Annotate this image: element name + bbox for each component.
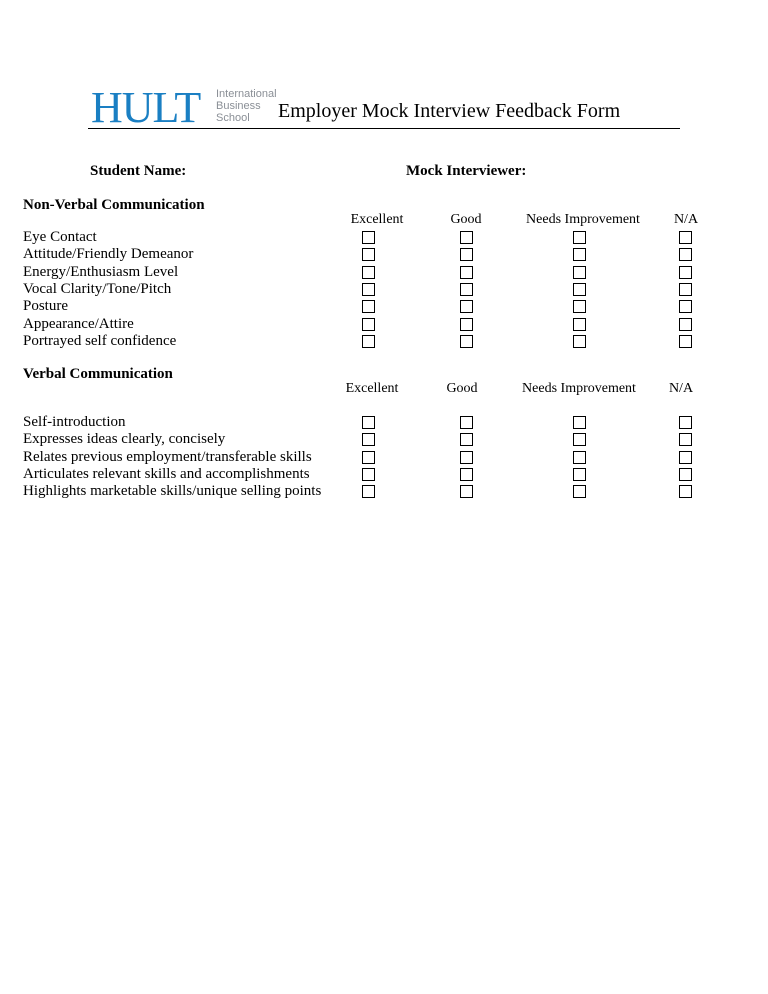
rating-checkbox[interactable]	[679, 266, 692, 279]
section-heading: Verbal Communication	[23, 366, 173, 382]
criterion-label: Energy/Enthusiasm Level	[23, 263, 179, 280]
criterion-label: Articulates relevant skills and accomplishments	[23, 465, 310, 482]
rating-checkbox[interactable]	[573, 318, 586, 331]
rating-checkbox[interactable]	[573, 283, 586, 296]
rating-checkbox[interactable]	[460, 416, 473, 429]
rating-checkbox[interactable]	[460, 468, 473, 481]
criterion-label: Self-introduction	[23, 414, 126, 430]
rating-column-header: Excellent	[345, 381, 399, 396]
rating-checkbox[interactable]	[460, 318, 473, 331]
rating-checkbox[interactable]	[460, 335, 473, 348]
mock-interviewer-label: Mock Interviewer:	[406, 163, 527, 179]
logo-sub-line: Business	[216, 100, 261, 112]
rating-checkbox[interactable]	[460, 433, 473, 446]
criterion-label: Vocal Clarity/Tone/Pitch	[23, 280, 172, 297]
rating-checkbox[interactable]	[679, 231, 692, 244]
rating-checkbox[interactable]	[362, 468, 375, 481]
criterion-label: Relates previous employment/transferable skills	[23, 448, 312, 465]
rating-checkbox[interactable]	[679, 283, 692, 296]
rating-checkbox[interactable]	[679, 248, 692, 261]
rating-checkbox[interactable]	[362, 433, 375, 446]
page-header	[88, 83, 680, 132]
rating-checkbox[interactable]	[460, 231, 473, 244]
rating-column-header: Needs Improvement	[522, 381, 636, 396]
rating-checkbox[interactable]	[460, 485, 473, 498]
rating-checkbox[interactable]	[573, 416, 586, 429]
rating-checkbox[interactable]	[573, 266, 586, 279]
rating-column-header: N/A	[668, 381, 694, 396]
criterion-label: Portrayed self confidence	[23, 332, 177, 349]
rating-checkbox[interactable]	[362, 300, 375, 313]
rating-checkbox[interactable]	[573, 451, 586, 464]
rating-checkbox[interactable]	[362, 485, 375, 498]
rating-checkbox[interactable]	[573, 300, 586, 313]
rating-checkbox[interactable]	[679, 451, 692, 464]
rating-checkbox[interactable]	[460, 266, 473, 279]
rating-checkbox[interactable]	[679, 468, 692, 481]
rating-checkbox[interactable]	[362, 283, 375, 296]
rating-column-header: Excellent	[350, 212, 404, 227]
rating-checkbox[interactable]	[679, 433, 692, 446]
rating-checkbox[interactable]	[460, 248, 473, 261]
criterion-label: Highlights marketable skills/unique selling points	[23, 483, 322, 500]
rating-checkbox[interactable]	[362, 416, 375, 429]
rating-checkbox[interactable]	[460, 300, 473, 313]
criterion-label: Appearance/Attire	[23, 315, 134, 332]
rating-checkbox[interactable]	[573, 231, 586, 244]
rating-checkbox[interactable]	[679, 485, 692, 498]
rating-column-header: Good	[450, 212, 482, 227]
rating-checkbox[interactable]	[573, 485, 586, 498]
rating-checkbox[interactable]	[679, 300, 692, 313]
section-heading: Non-Verbal Communication	[23, 197, 205, 213]
form-title: Employer Mock Interview Feedback Form	[278, 100, 621, 122]
rating-checkbox[interactable]	[679, 416, 692, 429]
rating-checkbox[interactable]	[362, 248, 375, 261]
rating-checkbox[interactable]	[362, 318, 375, 331]
rating-checkbox[interactable]	[460, 283, 473, 296]
rating-checkbox[interactable]	[362, 231, 375, 244]
criterion-label: Eye Contact	[23, 229, 97, 245]
student-name-label: Student Name:	[90, 163, 187, 179]
rating-checkbox[interactable]	[362, 266, 375, 279]
rating-checkbox[interactable]	[573, 248, 586, 261]
rating-checkbox[interactable]	[362, 335, 375, 348]
rating-checkbox[interactable]	[573, 468, 586, 481]
rating-checkbox[interactable]	[362, 451, 375, 464]
logo-wordmark: HULT	[91, 83, 201, 132]
rating-checkbox[interactable]	[679, 318, 692, 331]
logo-sub-line: School	[216, 112, 250, 124]
rating-column-header: N/A	[673, 212, 699, 227]
rating-checkbox[interactable]	[573, 335, 586, 348]
criterion-label: Expresses ideas clearly, concisely	[23, 431, 226, 448]
rating-column-header: Needs Improvement	[526, 212, 640, 227]
logo-sub-line: International	[216, 88, 277, 100]
rating-column-header: Good	[446, 381, 478, 396]
rating-checkbox[interactable]	[679, 335, 692, 348]
criterion-label: Attitude/Friendly Demeanor	[23, 246, 194, 263]
criterion-label: Posture	[23, 298, 68, 315]
rating-checkbox[interactable]	[573, 433, 586, 446]
rating-checkbox[interactable]	[460, 451, 473, 464]
